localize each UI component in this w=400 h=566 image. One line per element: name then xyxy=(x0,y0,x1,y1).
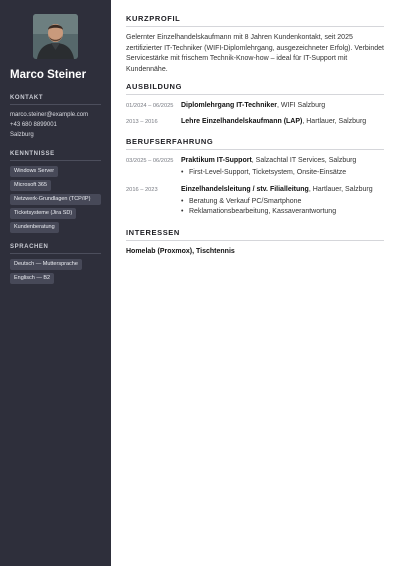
skill-tag: Netzwerk-Grundlagen (TCP/IP) xyxy=(10,194,101,205)
education-entry xyxy=(126,117,384,127)
profile-text: Gelernter Einzelhandelskaufmann mit 8 Jahren Kundenkontakt, seit 2025 zertifizierter IT-Techniker (WIFI-Diplomlehrgang, ausgezeichneter Erfolg). Verbindet Servicestärke mit frischem Technik-Know-how – ideal für IT-Support mit Kundennähe. xyxy=(126,34,384,73)
entry-line xyxy=(181,117,384,127)
profile-photo xyxy=(33,14,78,59)
main-content xyxy=(126,14,384,257)
entry-title: Praktikum IT-Support xyxy=(181,157,252,164)
bullet-item: • Reklamationsbearbeitung, Kassaverantwortung xyxy=(181,208,337,215)
language-tag: Deutsch — Muttersprache xyxy=(10,259,82,270)
bullet-item: • Beratung & Verkauf PC/Smartphone xyxy=(181,197,302,205)
city-text: Salzburg xyxy=(10,132,34,138)
entry-place: , Salzachtal IT Services, Salzburg xyxy=(251,157,357,164)
interests-heading: INTERESSEN xyxy=(126,228,384,241)
skills-list xyxy=(10,166,101,233)
skills-heading: KENNTNISSE xyxy=(10,151,101,161)
experience-entry xyxy=(126,156,384,179)
skill-tag: Kundenberatung xyxy=(10,222,59,233)
entry-date: 2013 – 2016 xyxy=(126,119,158,125)
languages-heading: SPRACHEN xyxy=(10,244,101,254)
skill-tag: Windows Server xyxy=(10,166,58,177)
phone-text: +43 680 8899001 xyxy=(10,122,57,128)
entry-date: 2016 – 2023 xyxy=(126,186,158,193)
person-name: Marco Steiner xyxy=(10,69,87,81)
email-text: marco.steiner@example.com xyxy=(10,112,89,118)
entry-title: Einzelhandelsleitung / stv. Filialleitung xyxy=(181,185,309,193)
experience-entry xyxy=(126,185,384,218)
interests-text: Homelab (Proxmox), Tischtennis xyxy=(126,247,235,255)
entry-title: Diplomlehrgang IT-Techniker xyxy=(181,102,277,109)
skill-tag: Microsoft 365 xyxy=(10,180,51,191)
education-heading: AUSBILDUNG xyxy=(126,82,384,95)
sidebar xyxy=(0,0,111,566)
entry-line xyxy=(181,156,384,166)
bullet-item: • First-Level-Support, Ticketsystem, Onsite-Einsätze xyxy=(181,169,347,176)
entry-date: 01/2024 – 06/2025 xyxy=(126,103,174,109)
profile-heading: KURZPROFIL xyxy=(126,14,384,27)
entry-date: 03/2025 – 06/2025 xyxy=(126,158,174,164)
entry-title: Lehre Einzelhandelskaufmann (LAP) xyxy=(181,118,303,125)
language-tag: Englisch — B2 xyxy=(10,273,54,284)
entry-place: , Hartlauer, Salzburg xyxy=(302,118,367,125)
education-entry xyxy=(126,101,384,111)
contact-block xyxy=(10,110,101,140)
entry-line xyxy=(181,101,384,111)
entry-line xyxy=(181,185,384,195)
experience-heading: BERUFSERFAHRUNG xyxy=(126,137,384,150)
languages-list xyxy=(10,259,101,284)
skill-tag: Ticketsysteme (Jira SD) xyxy=(10,208,76,219)
entry-place: , Hartlauer, Salzburg xyxy=(308,185,373,193)
entry-place: , WIFI Salzburg xyxy=(276,102,326,109)
contact-heading: KONTAKT xyxy=(10,95,101,105)
